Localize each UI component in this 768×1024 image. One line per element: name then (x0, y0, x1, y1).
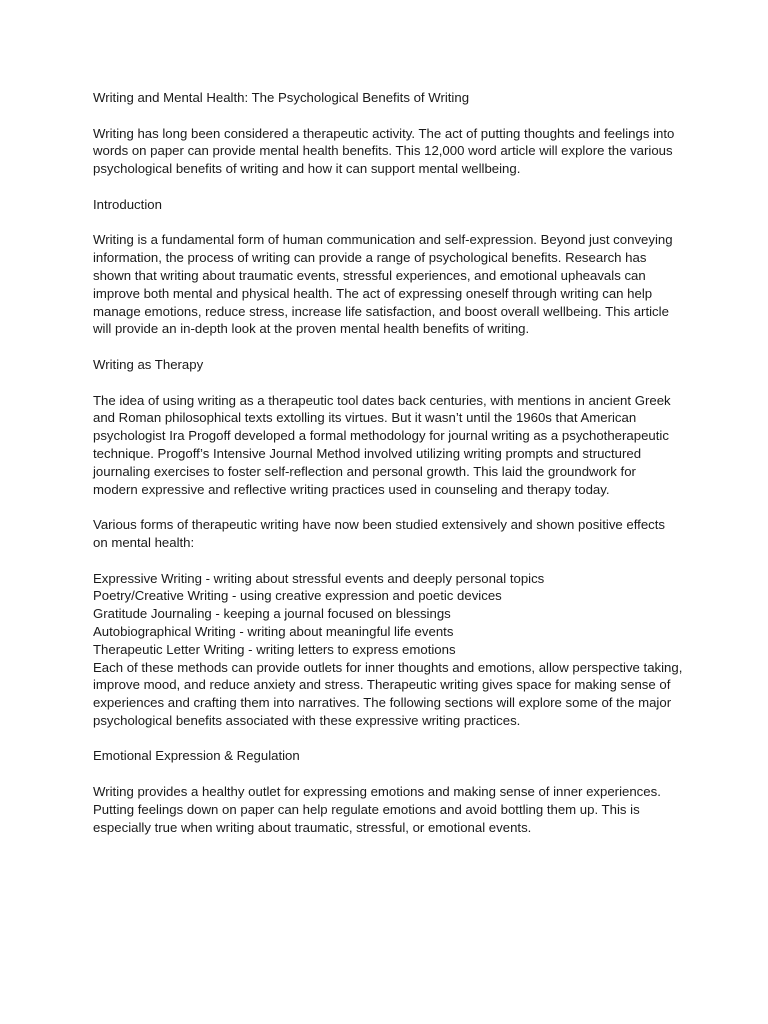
list-item: Autobiographical Writing - writing about meaningful life events (93, 623, 454, 639)
section-heading-writing-as-therapy: Writing as Therapy (93, 356, 204, 372)
list-item: Expressive Writing - writing about stressful events and deeply personal topics (93, 570, 545, 586)
section-heading-introduction: Introduction (93, 196, 162, 212)
section-paragraph-therapeutic-forms: Various forms of therapeutic writing have now been studied extensively and shown positive effects on mental health: (93, 517, 666, 550)
therapeutic-writing-list (93, 570, 683, 659)
list-item: Therapeutic Letter Writing - writing letters to express emotions (93, 641, 456, 657)
list-item: Gratitude Journaling - keeping a journal focused on blessings (93, 606, 451, 622)
section-paragraph-emotional-expression: Writing provides a healthy outlet for expressing emotions and making sense of inner experiences. Putting feelings down on paper can help regulate emotions and avoid bottling them up. This is especially true when writing about traumatic, stressful, or emotional events. (93, 784, 661, 835)
intro-paragraph: Writing has long been considered a therapeutic activity. The act of putting thoughts and feelings into words on paper can provide mental health benefits. This 12,000 word article will explore the various psychological benefits of writing and how it can support mental wellbeing. (93, 125, 675, 177)
list-item: Poetry/Creative Writing - using creative expression and poetic devices (93, 588, 502, 604)
section-paragraph-introduction: Writing is a fundamental form of human communication and self-expression. Beyond just conveying information, the process of writing can provide a range of psychological benefits. Research has shown that writing about traumatic events, stressful experiences, and emotional upheavals can improve both mental and physical health. The act of expressing oneself through writing can help manage emotions, reduce stress, increase life satisfaction, and boost overall wellbeing. This article will provide an in-depth look at the proven mental health benefits of writing. (93, 232, 673, 337)
section-heading-emotional-expression: Emotional Expression & Regulation (93, 748, 300, 764)
document-body (93, 89, 683, 854)
document-title: Writing and Mental Health: The Psychological Benefits of Writing (93, 90, 470, 105)
section-paragraph-methods-summary: Each of these methods can provide outlets for inner thoughts and emotions, allow perspective taking, improve mood, and reduce anxiety and stress. Therapeutic writing gives space for making sense of experiences and crafting them into narratives. The following sections will explore some of the major psychological benefits associated with these expressive writing practices. (93, 659, 683, 728)
section-paragraph-writing-as-therapy: The idea of using writing as a therapeutic tool dates back centuries, with mentions in ancient Greek and Roman philosophical texts extolling its virtues. But it wasn’t until the 1960s that American psychologist Ira Progoff developed a formal methodology for journal writing as a psychotherapeutic technique. Progoff’s Intensive Journal Method involved utilizing writing prompts and structured journaling exercises to foster self-reflection and personal growth. This laid the groundwork for modern expressive and reflective writing practices used in counseling and therapy today. (93, 392, 671, 497)
